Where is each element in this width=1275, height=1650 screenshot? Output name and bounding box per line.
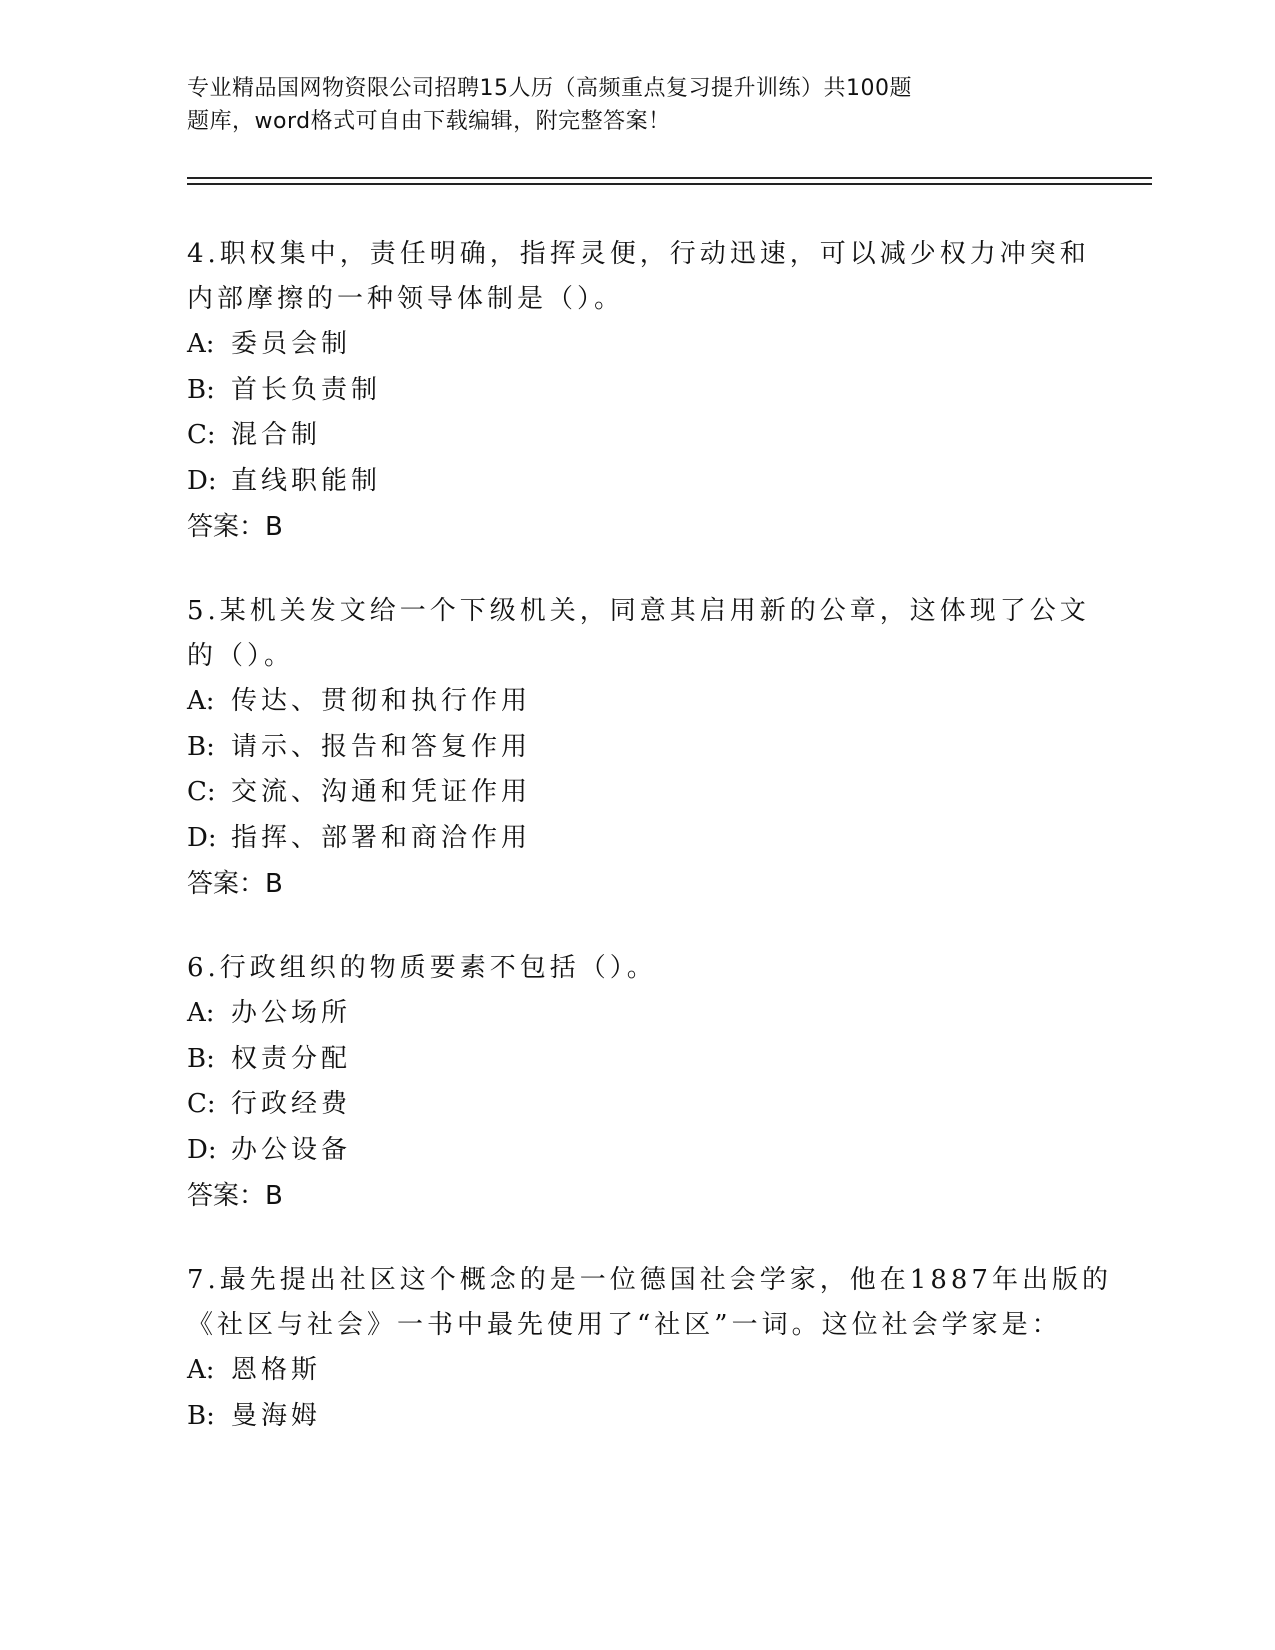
option-b [187,725,1107,771]
option-key: B: [187,731,215,762]
option-key: C: [187,420,216,450]
question-stem [187,946,1107,991]
option-key: B: [187,374,215,405]
option-text: 办公场所 [231,998,352,1028]
document-header [187,72,1087,138]
option-key: A: [187,998,215,1028]
option-a [187,1348,1107,1394]
header-divider-top [187,177,1152,179]
option-key: D: [187,822,217,853]
header-line-2: 题库，word格式可自由下载编辑，附完整答案！ [187,109,671,134]
header-divider-bottom [187,183,1152,185]
option-d [187,816,1107,862]
option-key: B: [187,1400,215,1431]
option-a [187,322,1107,368]
answer-line: 答案：B [187,512,283,542]
option-text: 行政经费 [231,1089,352,1119]
answer-line: 答案：B [187,869,283,899]
option-d [187,459,1107,505]
option-c [187,770,1107,816]
option-key: A: [187,686,215,716]
option-c [187,413,1107,459]
option-text: 直线职能制 [231,465,382,496]
option-key: A: [187,1355,215,1385]
question-stem [187,1258,1112,1348]
option-b [187,1037,1107,1083]
option-key: D: [187,465,217,496]
option-text: 指挥、部署和商洽作用 [231,822,532,853]
question-7 [187,1258,1112,1439]
option-d [187,1128,1107,1174]
option-key: B: [187,1043,215,1074]
option-b [187,368,1107,414]
question-stem-line: 内部摩擦的一种领导体制是（）。 [187,284,625,314]
question-6 [187,946,1107,1219]
option-text: 请示、报告和答复作用 [231,731,532,762]
option-text: 权责分配 [231,1043,352,1074]
question-stem-line: 7.最先提出社区这个概念的是一位德国社会学家，他在1887年出版的 [187,1265,1112,1295]
question-stem-line: 的（）。 [187,641,295,671]
option-text: 传达、贯彻和执行作用 [231,686,532,716]
option-key: A: [187,329,215,359]
option-c [187,1082,1107,1128]
question-stem-line: 5.某机关发文给一个下级机关，同意其启用新的公章，这体现了公文 [187,596,1090,626]
option-b [187,1394,1107,1440]
question-list [187,232,1112,1478]
option-text: 办公设备 [231,1134,352,1165]
option-key: D: [187,1134,217,1165]
option-text: 委员会制 [231,329,352,359]
header-line-1: 专业精品国网物资限公司招聘15人历（高频重点复习提升训练）共100题 [187,76,912,101]
option-text: 恩格斯 [231,1355,322,1385]
question-stem-line: 6.行政组织的物质要素不包括（）。 [187,953,657,983]
question-stem [187,589,1107,679]
option-a [187,679,1107,725]
question-stem [187,232,1107,322]
option-key: C: [187,777,216,807]
question-4 [187,232,1107,550]
option-text: 交流、沟通和凭证作用 [231,777,532,807]
question-5 [187,589,1107,907]
option-text: 混合制 [231,420,322,450]
option-text: 首长负责制 [231,374,382,405]
option-text: 曼海姆 [231,1400,322,1431]
answer-line: 答案：B [187,1181,283,1211]
option-a [187,991,1107,1037]
question-stem-line: 《社区与社会》一书中最先使用了“社区”一词。这位社会学家是： [187,1310,1062,1340]
question-stem-line: 4.职权集中，责任明确，指挥灵便，行动迅速，可以减少权力冲突和 [187,239,1090,269]
option-key: C: [187,1089,216,1119]
